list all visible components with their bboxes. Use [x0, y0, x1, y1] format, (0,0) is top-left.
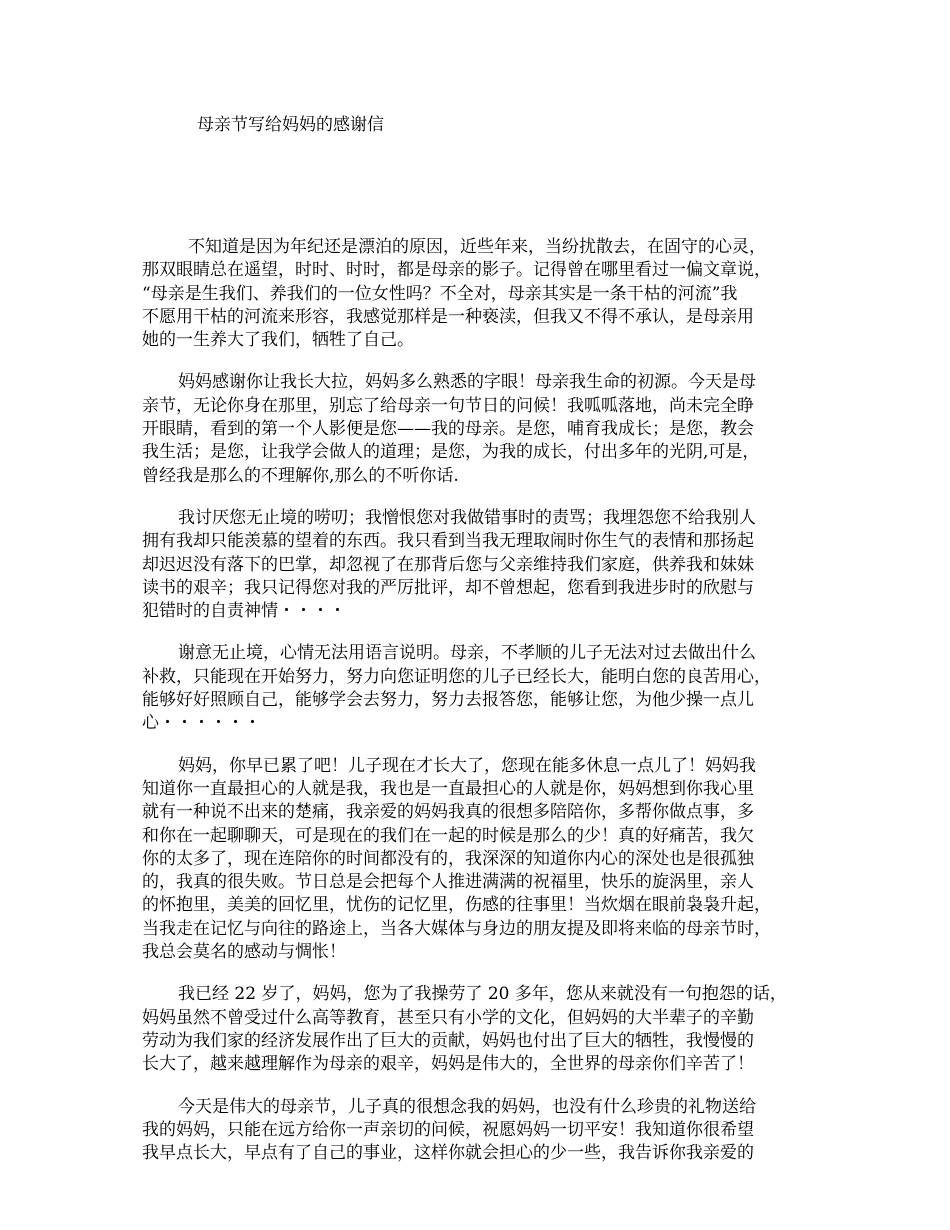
- paragraph-6: [142, 983, 822, 1076]
- paragraph-line: 那双眼睛总在遥望，时时、时时，都是母亲的影子。记得曾在哪里看过一偏文章说，: [142, 260, 771, 281]
- document-body: [142, 236, 822, 1184]
- paragraph-line: 我早点长大，早点有了自己的事业，这样你就会担心的少一些，我告诉你我亲爱的: [142, 1143, 754, 1164]
- paragraph-line: 妈妈虽然不曾受过什么高等教育，甚至只有小学的文化，但妈妈的大半辈子的辛勤: [142, 1007, 754, 1028]
- paragraph-line: 的怀抱里，美美的回忆里，忧伤的记忆里，伤感的往事里！当炊烟在眼前袅袅升起，: [142, 895, 771, 916]
- paragraph-line: 知道你一直最担心的人就是我，我也是一直最担心的人就是你，妈妈想到你我心里: [142, 778, 754, 799]
- paragraph-line: 我的妈妈，只能在远方给你一声亲切的问候，祝愿妈妈一切平安！我知道你很希望: [142, 1119, 754, 1140]
- paragraph-line: 犯错时的自责神情・・・・: [142, 601, 346, 622]
- paragraph-line: 不知道是因为年纪还是漂泊的原因，近些年来，当纷扰散去，在固守的心灵，: [188, 237, 766, 257]
- paragraph-7: [142, 1096, 822, 1166]
- paragraph-line: 我已经 22 岁了，妈妈，您为了我操劳了 20 多年，您从来就没有一句抱怨的话，: [178, 984, 787, 1005]
- paragraph-line: 劳动为我们家的经济发展作出了巨大的贡献，妈妈也付出了巨大的牺牲，我慢慢的: [142, 1030, 754, 1051]
- paragraph-3: [142, 507, 822, 623]
- document-title: 母亲节写给妈妈的感谢信: [197, 115, 384, 135]
- paragraph-line: 她的一生养大了我们，牺牲了自己。: [142, 330, 414, 351]
- paragraph-line: 妈妈，你早已累了吧！儿子现在才长大了，您现在能多休息一点儿了！妈妈我: [178, 755, 756, 776]
- paragraph-1: [142, 236, 822, 352]
- paragraph-line: 长大了，越来越理解作为母亲的艰辛，妈妈是伟大的，全世界的母亲你们辛苦了！: [142, 1054, 754, 1075]
- paragraph-line: 曾经我是那么的不理解你,那么的不听你话.: [142, 465, 459, 486]
- paragraph-line: 谢意无止境，心情无法用语言说明。母亲，不孝顺的儿子无法对过去做出什么: [178, 643, 756, 664]
- paragraph-line: 读书的艰辛；我只记得您对我的严厉批评，却不曾想起，您看到我进步时的欣慰与: [142, 577, 754, 598]
- paragraph-line: 的，我真的很失败。节日总是会把每个人推进满满的祝福里，快乐的旋涡里，亲人: [142, 872, 754, 893]
- paragraph-line: 却迟迟没有落下的巴掌，却忽视了在那背后您与父亲维持我们家庭，供养我和妹妹: [142, 554, 754, 575]
- paragraph-line: “母亲是生我们、养我们的一位女性吗？不全对，母亲其实是一条干枯的河流”我: [142, 283, 738, 304]
- paragraph-5: [142, 755, 822, 965]
- paragraph-4: [142, 642, 822, 735]
- paragraph-line: 当我走在记忆与向往的路途上，当各大媒体与身边的朋友提及即将来临的母亲节时，: [142, 918, 771, 939]
- paragraph-line: 就有一种说不出来的楚痛，我亲爱的妈妈我真的很想多陪陪你，多帮你做点事，多: [142, 802, 754, 823]
- paragraph-line: 不愿用干枯的河流来形容，我感觉那样是一种亵渎，但我又不得不承认，是母亲用: [142, 306, 754, 327]
- paragraph-line: 亲节，无论你身在那里，别忘了给母亲一句节日的问候！我呱呱落地，尚未完全睁: [142, 395, 754, 416]
- paragraph-line: 妈妈感谢你让我长大拉，妈妈多么熟悉的字眼！母亲我生命的初源。今天是母: [178, 372, 756, 393]
- paragraph-line: 拥有我却只能羡慕的望着的东西。我只看到当我无理取闹时你生气的表情和那扬起: [142, 531, 754, 552]
- paragraph-2: [142, 371, 822, 487]
- paragraph-line: 心・・・・・・: [142, 713, 261, 734]
- paragraph-line: 你的太多了，现在连陪你的时间都没有的，我深深的知道你内心的深处也是很孤独: [142, 848, 754, 869]
- paragraph-line: 我生活；是您，让我学会做人的道理；是您，为我的成长，付出多年的光阴,可是，: [142, 442, 760, 463]
- paragraph-line: 我讨厌您无止境的唠叨；我憎恨您对我做错事时的责骂；我埋怨您不给我别人: [178, 507, 756, 528]
- paragraph-line: 开眼睛，看到的第一个人影便是您——我的母亲。是您，哺育我成长；是您，教会: [142, 419, 754, 440]
- paragraph-line: 今天是伟大的母亲节，儿子真的很想念我的妈妈，也没有什么珍贵的礼物送给: [178, 1096, 756, 1117]
- paragraph-line: 我总会莫名的感动与惆怅！: [142, 942, 346, 963]
- paragraph-line: 补救，只能现在开始努力，努力向您证明您的儿子已经长大，能明白您的良苦用心，: [142, 666, 771, 687]
- paragraph-line: 能够好好照顾自己，能够学会去努力，努力去报答您，能够让您，为他少操一点儿: [142, 690, 754, 711]
- paragraph-line: 和你在一起聊聊天，可是现在的我们在一起的时候是那么的少！真的好痛苦，我欠: [142, 825, 754, 846]
